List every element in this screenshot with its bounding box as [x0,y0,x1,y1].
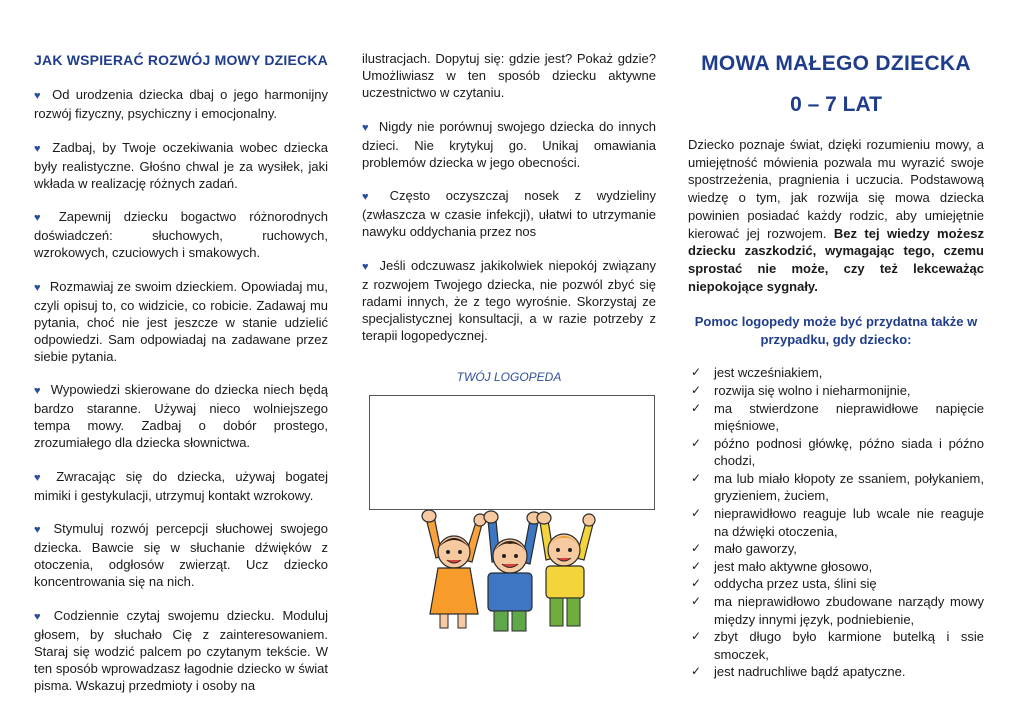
children-illustration [418,510,596,638]
section-title: JAK WSPIERAĆ ROZWÓJ MOWY DZIECKA [34,52,328,68]
tip-item: ♥ Zadbaj, by Twoje oczekiwania wobec dziecka były realistyczne. Głośno chwal je za wysiłek, jaki wkłada w realizację różnych zadań. [34,139,328,191]
page-title: MOWA MAŁEGO DZIECKA [701,52,971,75]
intro-bold: Bez tej wiedzy możesz dziecku zaszkodzić, wymagając tego, czemu sprostać nie może, czy też lekceważąc niepokojące sygnały. [688,225,984,294]
heart-icon: ♥ [34,524,45,536]
heart-icon: ♥ [34,610,45,623]
column-2 [362,0,656,384]
tip-item: ♥ Często oczyszczaj nosek z wydzieliny (zwłaszcza w czasie infekcji), ułatwi to utrzymanie nawyku oddychania przez nos [362,188,656,239]
column-1 [34,0,328,710]
tip-item: ♥ Zwracając się do dziecka, używaj bogatej mimiki i gestykulacji, utrzymuj kontakt wzrokowy. [34,468,328,503]
tip-item: ♥ Zapewnij dziecku bogactwo różnorodnych doświadczeń: słuchowych, ruchowych, wzrokowych, czuciowych i smakowych. [34,209,329,260]
heart-icon: ♥ [34,142,44,155]
checkmark-icon: ✓ [691,594,702,609]
heart-icon: ♥ [34,212,50,224]
checkmark-icon: ✓ [691,576,702,591]
child-right [537,512,595,626]
tip-item: ♥ Stymuluj rozwój percepcji słuchowej swojego dziecka. Bawcie się w słuchanie dźwięków z otoczenia, odgłosów zwierząt. Ucz dziecko koncentrowania się na nich. [34,521,329,589]
child-middle [484,511,541,631]
tip-item: ♥ Rozmawiaj ze swoim dzieckiem. Opowiadaj mu, czyli opisuj to, co widzicie, co robicie. Zadawaj mu pytania, choć nie jest jeszcze w stanie udzielić odpowiedzi. Sam odpowiadaj na zadawane przez siebie pytania. [34,278,329,364]
intro-paragraph: Dziecko poznaje świat, dzięki rozumieniu mowy, a umiejętność mówienia pozwala mu wyrazić swoje spostrzeżenia, pragnienia i uczucia. Podstawową wiedzę o tym, jak rozwija się mowa dziecka powinien posiadać każdy rodzic, aby umiejętnie kierować jej rozwojem. Bez tej wiedzy możesz dziecku zaszkodzić, wymagając tego, czemu sprostać nie może, czy też lekceważąc niepokojące sygnały. [688,137,984,294]
list-item: ✓ późno podnosi główkę, późno siada i późno chodzi, [691,435,984,469]
heart-icon: ♥ [34,471,48,484]
list-item: ✓ nieprawidłowo reaguje lub wcale nie reaguje na dźwięki otoczenia, [691,506,984,539]
list-item: ✓ mało gaworzy, [691,541,797,557]
list-item: ✓ jest wcześniakiem, [691,365,823,381]
tip-item: ♥ Jeśli odczuwasz jakikolwiek niepokój związany z rozwojem Twojego dziecka, nie pozwól zbyć się radami innych, że z tego wyrośnie. Skorzystaj ze specjalistycznej konsultacji, a w razie potrzeby z terapii logopedycznej. [362,257,656,343]
checkmark-icon: ✓ [691,382,702,397]
list-item: ✓ rozwija się wolno i nieharmonijnie, [691,382,911,398]
checkmark-icon: ✓ [691,629,702,644]
symptoms-list [688,364,984,681]
help-heading: Pomoc logopedy może być przydatna także w przypadku, gdy dziecko: [694,314,978,347]
checkmark-icon: ✓ [691,365,702,380]
checkmark-icon: ✓ [691,558,702,573]
heart-icon: ♥ [34,90,44,102]
logopeda-label: TWÓJ LOGOPEDA [456,369,562,384]
column-3 [688,0,984,681]
checkmark-icon: ✓ [691,435,702,450]
list-item: ✓ ma lub miało kłopoty ze ssaniem, połykaniem, gryzieniem, żuciem, [691,470,984,504]
list-item: ✓ zbyt długo było karmione butelką i ssie smoczek, [691,629,984,662]
heart-icon: ♥ [362,191,381,203]
checkmark-icon: ✓ [691,506,702,521]
checkmark-icon: ✓ [691,664,702,679]
tip-continuation: ilustracjach. Dopytuj się: gdzie jest? Pokaż gdzie? Umożliwiasz w ten sposób dziecku aktywne uczestnictwo w czytaniu. [362,51,656,100]
heart-icon: ♥ [362,260,371,273]
checkmark-icon: ✓ [691,400,702,415]
list-item: ✓ oddycha przez usta, ślini się [691,576,877,592]
list-item: ✓ jest nadruchliwe bądź apatyczne. [691,664,906,680]
tip-item: ♥ Codziennie czytaj swojemu dziecku. Moduluj głosem, by słuchało Cię z zainteresowaniem. Staraj się wodzić palcem po czytanym tekście. W ten sposób wprowadzasz łagodnie dziecko w świat pisma. Wskazuj przedmioty i osoby na [34,607,329,693]
heart-icon: ♥ [34,385,42,397]
tip-item: ♥ Od urodzenia dziecka dbaj o jego harmonijny rozwój fizyczny, psychiczny i emocjonalny. [34,87,328,121]
checkmark-icon: ✓ [691,470,702,485]
tip-item: ♥ Wypowiedzi skierowane do dziecka niech będą bardzo staranne. Używaj nieco wolniejszego tempa mowy. Zadbaj o dobór prostego, zrozumiałego dla dziecka słownictwa. [34,382,329,450]
child-left [422,510,486,628]
page-subtitle: 0 – 7 LAT [790,93,882,116]
heart-icon: ♥ [34,281,41,294]
list-item: ✓ jest mało aktywne głosowo, [691,558,873,574]
tips-list [34,86,328,694]
heart-icon: ♥ [362,121,370,134]
tip-item: ♥ Nigdy nie porównuj swojego dziecka do innych dzieci. Nie krytykuj go. Unikaj omawiania problemów dziecka w jego obecności. [362,118,657,170]
contact-box [369,395,655,510]
list-item: ✓ ma stwierdzone nieprawidłowe napięcie mięśniowe, [691,400,984,434]
list-item: ✓ ma nieprawidłowo zbudowane narządy mowy między innymi język, podniebienie, [691,594,984,627]
checkmark-icon: ✓ [691,541,702,556]
tips-list [362,118,656,344]
